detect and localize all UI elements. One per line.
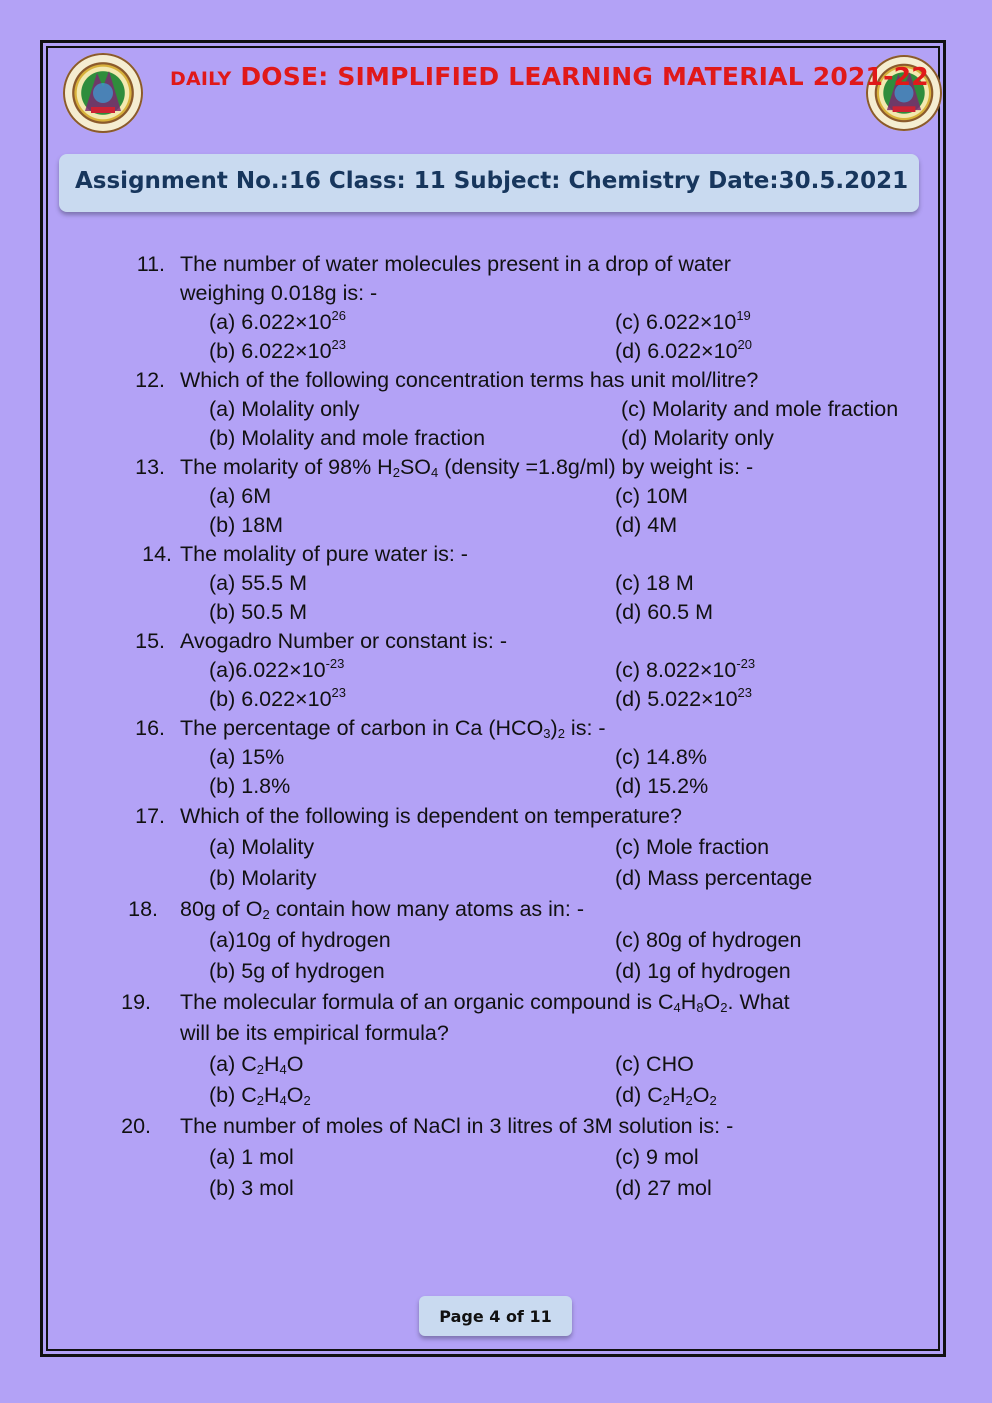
option-d: (d) 1g of hydrogen bbox=[615, 959, 791, 983]
page-number-badge: Page 4 of 11 bbox=[419, 1296, 572, 1336]
option-a: (a) 15% bbox=[209, 745, 285, 769]
option-b: (b) 1.8% bbox=[209, 774, 291, 798]
option-d: (d) $C_2H_2O_2$ bbox=[615, 1083, 717, 1108]
question-item bbox=[0, 540, 992, 627]
assignment-info: Assignment No.:16 Class: 11 Subject: Chemistry Date:30.5.2021 bbox=[75, 168, 909, 194]
question-item bbox=[0, 894, 992, 987]
question-text: The percentage of carbon in Ca $(HCO_3)_2$ is: - bbox=[180, 716, 606, 741]
option-d: (d) 15.2% bbox=[615, 774, 709, 798]
question-number: 17. bbox=[135, 804, 165, 828]
option-a: (a) 6M bbox=[209, 484, 272, 508]
option-c: (c) Mole fraction bbox=[615, 835, 770, 859]
question-text-continued: will be its empirical formula? bbox=[180, 1021, 449, 1045]
question-number: 12. bbox=[135, 368, 165, 392]
option-b: (b) 50.5 M bbox=[209, 600, 307, 624]
question-list bbox=[0, 250, 992, 1204]
option-a: (a) 55.5 M bbox=[209, 571, 307, 595]
question-text: 80g of $O_2$ contain how many atoms as in: - bbox=[180, 897, 584, 922]
option-b: (b) $C_2H_4O_2$ bbox=[209, 1083, 311, 1108]
question-number: 13. bbox=[135, 455, 165, 479]
option-a: $(a)6.022\times 10^{-23}$ bbox=[209, 656, 345, 682]
option-a: (a) 1 mol bbox=[209, 1145, 294, 1169]
question-text: The number of moles of NaCl in 3 litres of 3M solution is: - bbox=[180, 1114, 734, 1138]
question-text: Avogadro Number or constant is: - bbox=[180, 629, 508, 653]
option-b: (b) 5g of hydrogen bbox=[209, 959, 385, 983]
question-item bbox=[0, 801, 992, 894]
option-b: (b) Molarity bbox=[209, 866, 317, 890]
question-item bbox=[0, 714, 992, 801]
option-b: (b) 3 mol bbox=[209, 1176, 294, 1200]
question-item bbox=[0, 453, 992, 540]
page-title: DAILY DOSE: SIMPLIFIED LEARNING MATERIAL 2021-22 bbox=[170, 62, 929, 91]
option-d: (d) Mass percentage bbox=[615, 866, 813, 890]
option-c: (c) CHO bbox=[615, 1052, 694, 1076]
question-item bbox=[0, 627, 992, 714]
question-item bbox=[0, 250, 992, 366]
question-number: 11. bbox=[136, 252, 165, 276]
question-number: 14. bbox=[142, 542, 172, 566]
option-a: (a) $C_2H_4O$ bbox=[209, 1052, 304, 1077]
option-d: (d) Molarity only bbox=[621, 426, 774, 450]
option-b: (b) 18M bbox=[209, 513, 284, 537]
option-c: (c) $8.022\times 10^{-23}$ bbox=[615, 656, 756, 682]
question-number: 16. bbox=[135, 716, 165, 740]
question-item bbox=[0, 1111, 992, 1204]
question-number: 15. bbox=[135, 629, 165, 653]
option-c: (c) 18 M bbox=[615, 571, 694, 595]
school-emblem-icon bbox=[63, 53, 143, 133]
option-d: (d) $5.022\times 10^{23}$ bbox=[615, 685, 752, 711]
question-text: The number of water molecules present in a drop of water bbox=[180, 252, 731, 276]
option-a: (a) Molality bbox=[209, 835, 315, 859]
option-d: (d) 60.5 M bbox=[615, 600, 713, 624]
option-c: (c) 80g of hydrogen bbox=[615, 928, 802, 952]
question-text: The molality of pure water is: - bbox=[180, 542, 468, 566]
option-a: (a) $6.022\times 10^{26}$ bbox=[209, 308, 346, 334]
option-a: (a)10g of hydrogen bbox=[209, 928, 391, 952]
question-item bbox=[0, 987, 992, 1111]
assignment-banner bbox=[59, 154, 919, 212]
option-d: (d) $6.022\times 10^{20}$ bbox=[615, 337, 752, 363]
option-d: (d) 4M bbox=[615, 513, 678, 537]
option-c: (c) $6.022\times 10^{19}$ bbox=[615, 308, 751, 334]
question-number: 20. bbox=[121, 1114, 151, 1138]
option-c: (c) Molarity and mole fraction bbox=[621, 397, 899, 421]
question-text: Which of the following concentration terms has unit mol/litre? bbox=[180, 368, 759, 392]
option-c: (c) 9 mol bbox=[615, 1145, 699, 1169]
question-text-continued: weighing 0.018g is: - bbox=[180, 281, 378, 305]
option-c: (c) 10M bbox=[615, 484, 688, 508]
question-number: 19. bbox=[121, 990, 151, 1014]
option-b: (b) Molality and mole fraction bbox=[209, 426, 486, 450]
question-number: 18. bbox=[128, 897, 158, 921]
question-item bbox=[0, 366, 992, 453]
option-b: (b) $6.022\times 10^{23}$ bbox=[209, 337, 346, 363]
option-a: (a) Molality only bbox=[209, 397, 360, 421]
question-text: The molarity of 98% $H_2SO_4$ (density =1.8g/ml) by weight is: - bbox=[180, 455, 754, 480]
question-text: The molecular formula of an organic compound is $C_4H_8O_2$. What bbox=[180, 990, 790, 1015]
option-b: (b) $6.022\times 10^{23}$ bbox=[209, 685, 346, 711]
option-d: (d) 27 mol bbox=[615, 1176, 712, 1200]
option-c: (c) 14.8% bbox=[615, 745, 708, 769]
question-text: Which of the following is dependent on temperature? bbox=[180, 804, 682, 828]
